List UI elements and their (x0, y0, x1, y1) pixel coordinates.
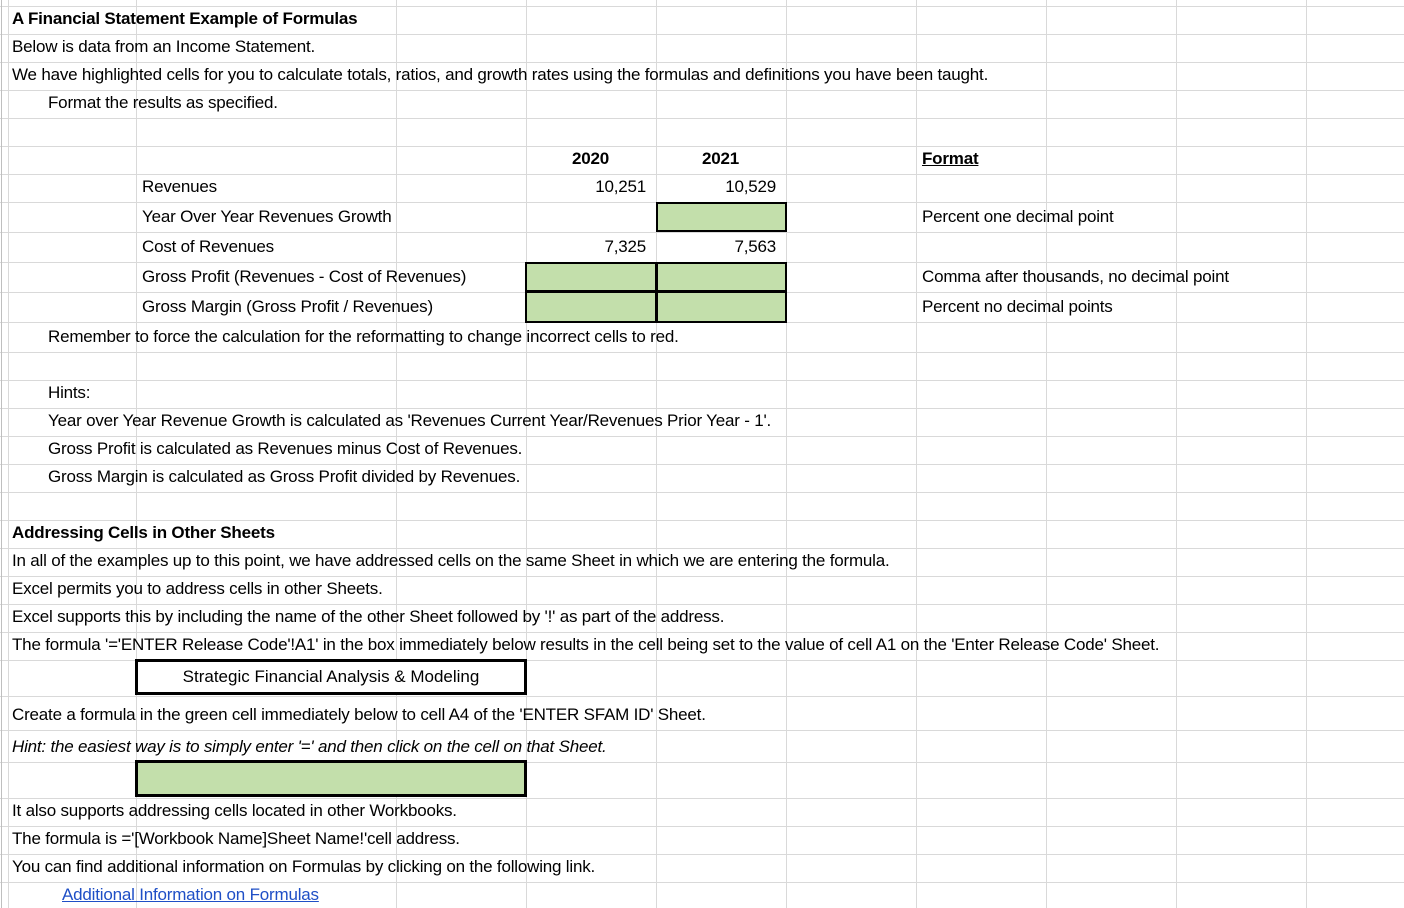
row-label-yoy-growth: Year Over Year Revenues Growth (142, 207, 392, 226)
sheet-title: A Financial Statement Example of Formulas (12, 9, 358, 28)
addressing-instruction: Create a formula in the green cell immediately below to cell A4 of the 'ENTER SFAM ID' Sheet. (12, 705, 706, 724)
format-yoy-growth: Percent one decimal point (922, 207, 1114, 226)
gross-profit-2020-input[interactable] (525, 262, 657, 292)
revenues-2020-cell[interactable]: 10,251 (595, 177, 646, 196)
sfam-id-formula-input[interactable] (135, 760, 527, 797)
addressing-line: The formula '='ENTER Release Code'!A1' in the box immediately below results in the cell being set to the value of cell A1 on the 'Enter Release Code' Sheet. (12, 635, 1160, 654)
format-gross-margin: Percent no decimal points (922, 297, 1113, 316)
row-label-revenues: Revenues (142, 177, 217, 196)
row-label-gross-margin: Gross Margin (Gross Profit / Revenues) (142, 297, 433, 316)
gross-profit-2021-input[interactable] (656, 262, 787, 292)
workbook-line: You can find additional information on Formulas by clicking on the following link. (12, 857, 596, 876)
format-gross-profit: Comma after thousands, no decimal point (922, 267, 1229, 286)
row-label-gross-profit: Gross Profit (Revenues - Cost of Revenues) (142, 267, 467, 286)
intro-line: Format the results as specified. (48, 93, 278, 112)
addressing-line: Excel permits you to address cells in other Sheets. (12, 579, 383, 598)
reminder-text: Remember to force the calculation for the reformatting to change incorrect cells to red. (48, 327, 679, 346)
addressing-line: Excel supports this by including the name of the other Sheet followed by '!' as part of the address. (12, 607, 725, 626)
hint-line: Gross Profit is calculated as Revenues minus Cost of Revenues. (48, 439, 523, 458)
cost-2021-cell[interactable]: 7,563 (734, 237, 776, 256)
revenues-2021-cell[interactable]: 10,529 (725, 177, 776, 196)
hint-line: Year over Year Revenue Growth is calculated as 'Revenues Current Year/Revenues Prior Year - 1'. (48, 411, 772, 430)
workbook-line: The formula is ='[Workbook Name]Sheet Name!'cell address. (12, 829, 460, 848)
year-header-2020: 2020 (572, 149, 610, 168)
intro-line: Below is data from an Income Statement. (12, 37, 316, 56)
hints-heading: Hints: (48, 383, 91, 402)
workbook-line: It also supports addressing cells located in other Workbooks. (12, 801, 457, 820)
year-header-2021: 2021 (702, 149, 740, 168)
row-label-cost-of-revenues: Cost of Revenues (142, 237, 274, 256)
addressing-line: In all of the examples up to this point, we have addressed cells on the same Sheet in which we are entering the formula. (12, 551, 890, 570)
yoy-growth-2021-input[interactable] (656, 202, 787, 232)
additional-info-link[interactable]: Additional Information on Formulas (62, 885, 319, 904)
cost-2020-cell[interactable]: 7,325 (604, 237, 646, 256)
hint-line: Gross Margin is calculated as Gross Profit divided by Revenues. (48, 467, 521, 486)
addressing-heading: Addressing Cells in Other Sheets (12, 523, 275, 542)
gross-margin-2020-input[interactable] (525, 291, 657, 323)
release-code-cell[interactable]: Strategic Financial Analysis & Modeling (135, 659, 527, 695)
intro-line: We have highlighted cells for you to calculate totals, ratios, and growth rates using the formulas and definitions you have been taught. (12, 65, 989, 84)
addressing-hint: Hint: the easiest way is to simply enter '=' and then click on the cell on that Sheet. (12, 737, 607, 756)
gross-margin-2021-input[interactable] (656, 291, 787, 323)
format-header: Format (922, 149, 979, 168)
